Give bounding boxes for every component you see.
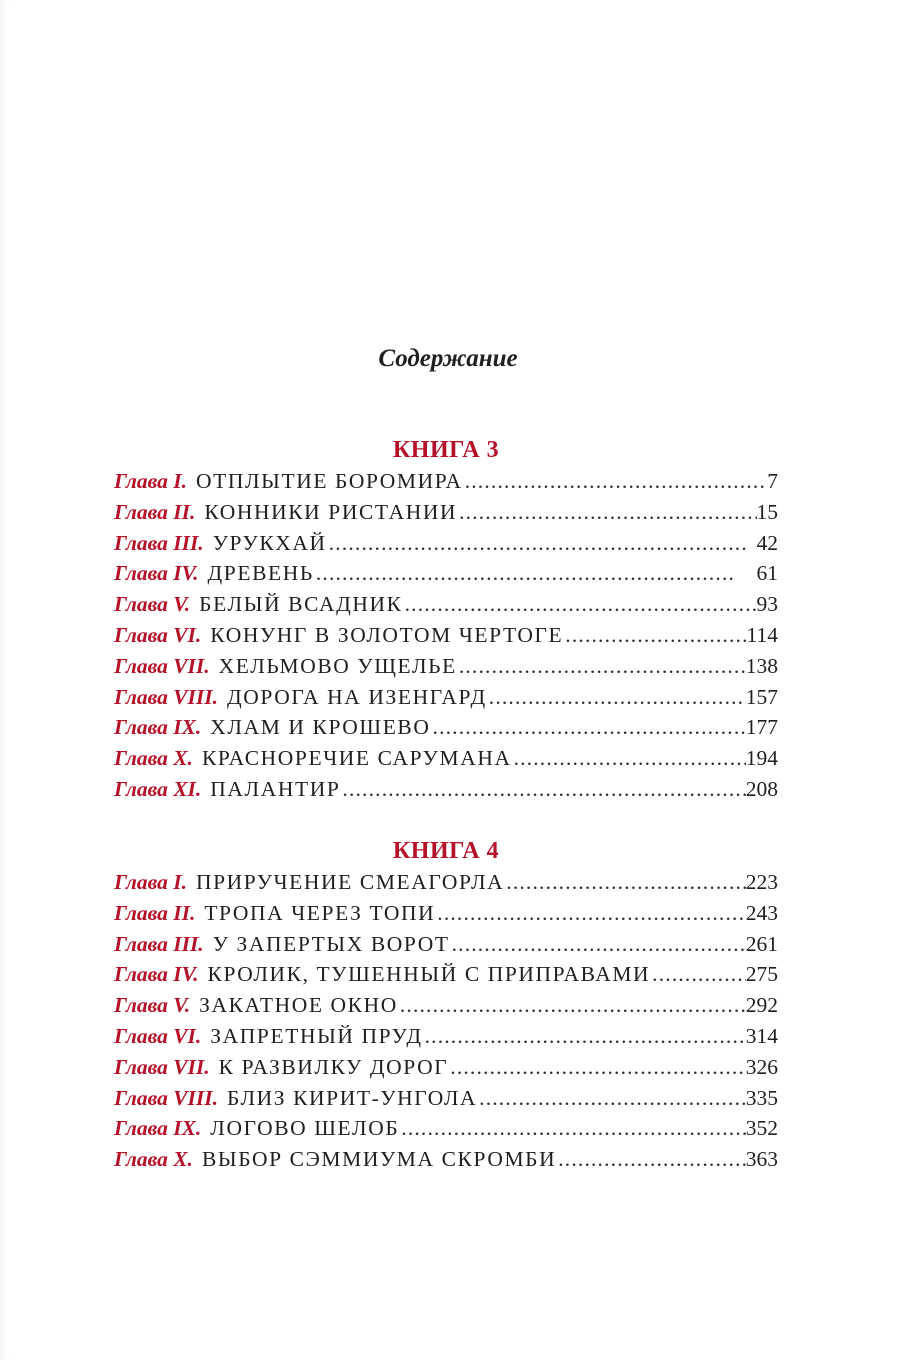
page-number: 335	[745, 1085, 778, 1110]
book-title: КНИГА 3	[392, 437, 500, 463]
toc-entry[interactable]	[114, 620, 778, 651]
chapter-label: Глава X.	[114, 746, 193, 771]
dot-leader	[435, 898, 745, 929]
chapter-title: БЛИЗ КИРИТ-УНГОЛА	[227, 1085, 478, 1110]
chapter-title: ВЫБОР СЭММИУМА СКРОМБИ	[201, 1147, 557, 1172]
page-number: 15	[756, 499, 778, 524]
dot-leader	[399, 1113, 745, 1144]
page-number: 261	[745, 931, 778, 956]
chapter-title: ЗАПРЕТНЫЙ ПРУД	[210, 1023, 423, 1048]
chapter-label: Глава I.	[114, 870, 187, 894]
toc-entry[interactable]	[114, 867, 778, 898]
page-number: 223	[745, 870, 778, 894]
toc-entry[interactable]	[114, 1021, 778, 1052]
chapter-label: Глава VI.	[114, 1023, 202, 1048]
chapter-label: Глава VII.	[114, 653, 210, 678]
chapter-label: Глава VI.	[114, 622, 202, 647]
chapter-title: К РАЗВИЛКУ ДОРОГ	[218, 1054, 449, 1079]
dot-leader	[431, 712, 746, 743]
book-title: КНИГА 4	[392, 838, 500, 864]
chapter-label: Глава III.	[114, 530, 204, 555]
chapter-label: Глава III.	[114, 931, 204, 956]
chapter-title: ПАЛАНТИР	[210, 776, 341, 801]
chapter-label: Глава II.	[114, 499, 196, 524]
dot-leader	[423, 1021, 746, 1052]
dot-leader	[556, 1144, 746, 1175]
dot-leader	[450, 929, 746, 960]
chapter-label: Глава IV.	[114, 561, 199, 586]
dot-leader	[457, 497, 756, 528]
page-number: 208	[745, 776, 778, 801]
page-number: 326	[745, 1054, 778, 1079]
chapter-label: Глава II.	[114, 900, 196, 925]
dot-leader	[477, 1083, 746, 1114]
page-number: 157	[745, 684, 778, 709]
toc-entry[interactable]	[114, 1144, 778, 1175]
page-number: 7	[767, 469, 778, 493]
toc-entry[interactable]	[114, 651, 778, 682]
book-section-3	[114, 434, 778, 805]
toc-entry[interactable]	[114, 466, 778, 497]
chapter-title: ПРИРУЧЕНИЕ СМЕАГОРЛА	[195, 870, 505, 894]
page-number: 363	[745, 1147, 778, 1172]
chapter-title: ДОРОГА НА ИЗЕНГАРД	[227, 684, 487, 709]
dot-leader	[487, 682, 746, 713]
chapter-title: ТРОПА ЧЕРЕЗ ТОПИ	[204, 900, 436, 925]
chapter-title: ХЕЛЬМОВО УЩЕЛЬЕ	[218, 653, 457, 678]
dot-leader	[563, 620, 746, 651]
chapter-label: Глава VIII.	[114, 684, 219, 709]
chapter-title: КОНУНГ В ЗОЛОТОМ ЧЕРТОГЕ	[210, 622, 564, 647]
toc-entry[interactable]	[114, 743, 778, 774]
chapter-title: УРУКХАЙ	[212, 530, 327, 555]
dot-leader	[504, 867, 745, 898]
toc-entry[interactable]	[114, 558, 778, 589]
toc-entry[interactable]	[114, 497, 778, 528]
chapter-title: ЗАКАТНОЕ ОКНО	[199, 993, 398, 1018]
toc-list	[114, 466, 778, 805]
chapter-title: У ЗАПЕРТЫХ ВОРОТ	[212, 931, 450, 956]
page-number: 352	[745, 1116, 778, 1141]
chapter-title: ХЛАМ И КРОШЕВО	[210, 715, 431, 740]
dot-leader	[398, 990, 746, 1021]
page-number: 138	[745, 653, 778, 678]
chapter-label: Глава V.	[114, 993, 191, 1018]
toc-entry[interactable]	[114, 682, 778, 713]
toc-entry[interactable]	[114, 990, 778, 1021]
chapter-title: КРАСНОРЕЧИЕ САРУМАНА	[201, 746, 512, 771]
page-number: 93	[756, 592, 778, 617]
page-number: 177	[745, 715, 778, 740]
chapter-label: Глава IX.	[114, 1116, 202, 1141]
dot-leader	[512, 743, 746, 774]
chapter-label: Глава X.	[114, 1147, 193, 1172]
dot-leader	[463, 466, 768, 497]
chapter-title: ДРЕВЕНЬ	[207, 561, 314, 586]
chapter-label: Глава IV.	[114, 962, 199, 987]
chapter-label: Глава IX.	[114, 715, 202, 740]
dot-leader	[314, 558, 757, 589]
page-title: Содержание	[378, 345, 518, 372]
page-number: 243	[745, 900, 778, 925]
chapter-title: БЕЛЫЙ ВСАДНИК	[199, 592, 403, 617]
page-number: 194	[745, 746, 778, 771]
chapter-title: ОТПЛЫТИЕ БОРОМИРА	[195, 469, 463, 493]
dot-leader	[650, 959, 746, 990]
toc-entry[interactable]	[114, 528, 778, 559]
chapter-label: Глава I.	[114, 469, 187, 493]
book-section-4	[114, 835, 778, 1175]
chapter-label: Глава VII.	[114, 1054, 210, 1079]
toc-entry[interactable]	[114, 712, 778, 743]
page-number: 292	[745, 993, 778, 1018]
chapter-label: Глава V.	[114, 592, 191, 617]
page-number: 114	[746, 622, 778, 647]
chapter-title: КРОЛИК, ТУШЕННЫЙ С ПРИПРАВАМИ	[207, 962, 651, 987]
page-number: 42	[756, 530, 778, 555]
toc-entry[interactable]	[114, 1083, 778, 1114]
chapter-label: Глава VIII.	[114, 1085, 219, 1110]
toc-entry[interactable]	[114, 774, 778, 805]
toc-list	[114, 867, 778, 1175]
chapter-label: Глава XI.	[114, 776, 202, 801]
dot-leader	[448, 1052, 745, 1083]
dot-leader	[457, 651, 746, 682]
page-number: 314	[745, 1023, 778, 1048]
dot-leader	[403, 589, 757, 620]
chapter-title: КОННИКИ РИСТАНИИ	[204, 499, 458, 524]
page-number: 61	[756, 561, 778, 586]
toc-entry[interactable]	[114, 589, 778, 620]
dot-leader	[340, 774, 745, 805]
chapter-title: ЛОГОВО ШЕЛОБ	[210, 1116, 400, 1141]
toc-entry[interactable]	[114, 1052, 778, 1083]
toc-entry[interactable]	[114, 959, 778, 990]
toc-entry[interactable]	[114, 898, 778, 929]
toc-entry[interactable]	[114, 1113, 778, 1144]
page-number: 275	[745, 962, 778, 987]
dot-leader	[327, 528, 757, 559]
toc-entry[interactable]	[114, 929, 778, 960]
